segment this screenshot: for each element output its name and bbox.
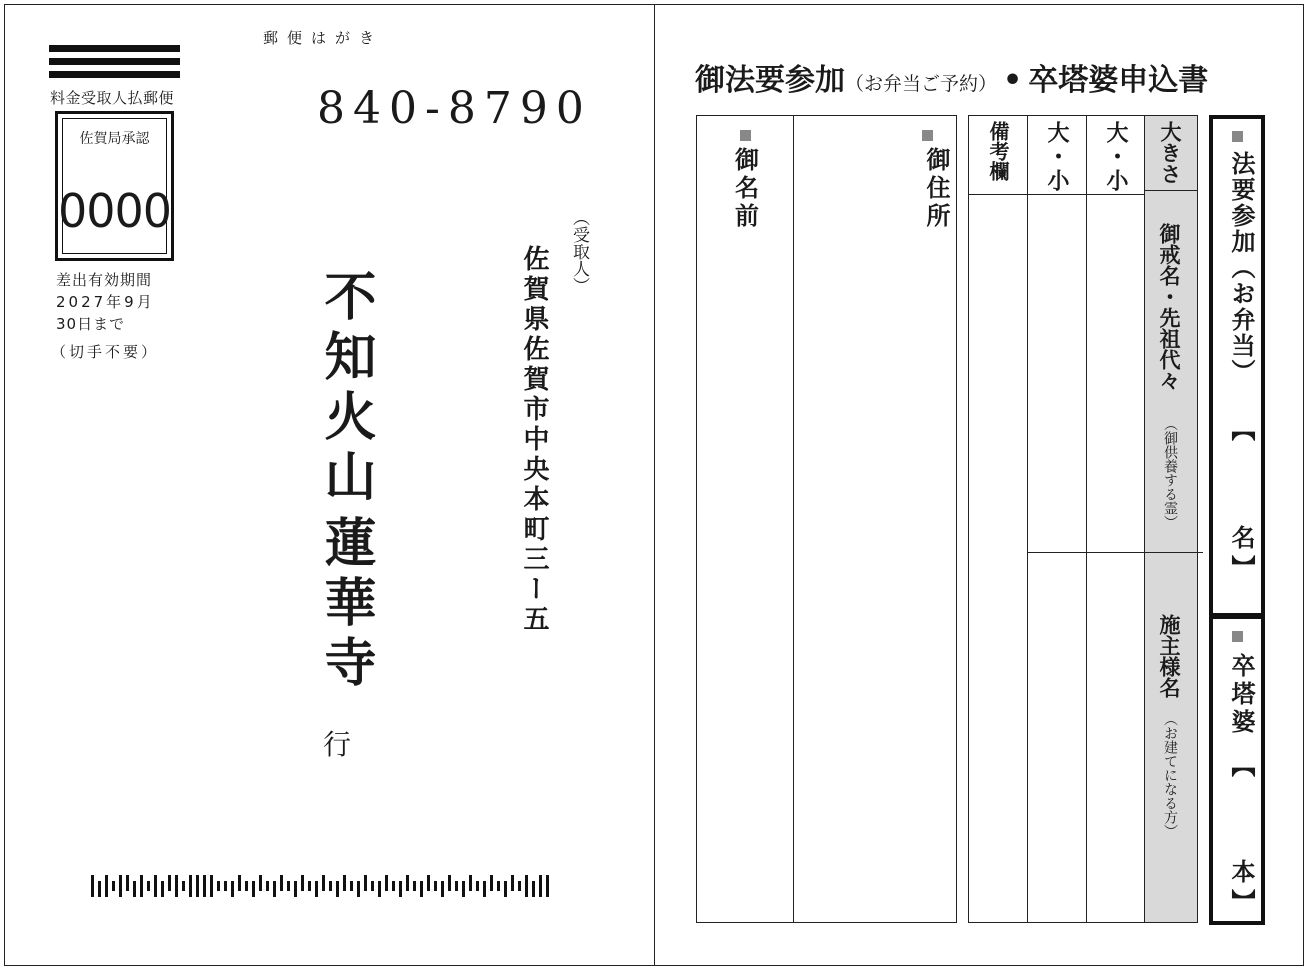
title-sub: （お弁当ご予約） — [845, 73, 998, 95]
attendance-unit: 名 — [1227, 525, 1256, 549]
customer-barcode-icon — [91, 871, 553, 905]
approval-office: 佐賀局承認 — [79, 131, 150, 147]
validity-line2: 2027年9月 — [56, 293, 155, 311]
approval-number: 0000 — [58, 184, 172, 238]
attendance-box[interactable] — [1209, 115, 1265, 617]
validity-line3: 30日まで — [56, 315, 126, 333]
validity-line1: 差出有効期間 — [56, 271, 153, 289]
name-field[interactable] — [697, 116, 793, 922]
sesshu-label: 施主様名 — [1157, 614, 1182, 698]
application-form-panel — [655, 4, 1304, 966]
payment-label: 料金受取人払郵便 — [50, 89, 175, 107]
kaimyo-field[interactable] — [1145, 195, 1197, 555]
attendance-open-bracket: 【 — [1227, 417, 1256, 441]
form-title — [695, 55, 1208, 99]
sotoba-label: 卒塔婆 — [1227, 653, 1256, 737]
sotoba-count-box[interactable] — [1209, 617, 1265, 925]
title-bullet: • — [1003, 63, 1023, 98]
no-stamp-note: （切手不要） — [51, 343, 160, 361]
attendance-label: 法要参加（お弁当） — [1227, 151, 1256, 385]
kaimyo-sub: （御供養する霊） — [1162, 417, 1178, 529]
postcard-header-label: 郵便はがき — [263, 29, 384, 47]
address-field[interactable] — [794, 116, 956, 922]
gray-square-icon — [1232, 131, 1243, 142]
approval-box — [55, 111, 174, 261]
postcard-front-panel — [4, 4, 655, 966]
recipient-name-line2: 蓮華寺 — [315, 515, 376, 695]
gray-square-icon — [1232, 631, 1243, 642]
size-option-1[interactable]: 大・小 — [1044, 121, 1070, 193]
sotoba-unit: 本 — [1227, 859, 1256, 883]
remarks-label: 備考欄 — [986, 121, 1010, 181]
postal-code: 840-8790 — [317, 83, 592, 134]
size-option-2[interactable]: 大・小 — [1103, 121, 1129, 193]
sotoba-close-bracket: 】 — [1227, 889, 1256, 913]
title-second: 卒塔婆申込書 — [1028, 63, 1209, 98]
sesshu-sub: （お建てになる方） — [1162, 712, 1178, 838]
attendance-close-bracket: 】 — [1227, 555, 1256, 579]
sesshu-field[interactable] — [1145, 560, 1197, 920]
recipient-tag: （受取人） — [569, 209, 589, 294]
name-label: 御名前 — [730, 147, 760, 231]
recipient-name-line1: 不知火山 — [315, 269, 376, 509]
gray-square-icon — [922, 130, 933, 141]
title-main: 御法要参加 — [695, 63, 845, 98]
gray-square-icon — [740, 130, 751, 141]
kaimyo-label: 御戒名・先祖代々 — [1157, 223, 1182, 391]
size-label: 大きさ — [1158, 121, 1183, 184]
honorific: 行 — [323, 728, 352, 761]
recipient-address: 佐賀県佐賀市中央本町三ー五 — [519, 245, 549, 635]
sotoba-open-bracket: 【 — [1227, 753, 1256, 777]
address-label: 御住所 — [922, 147, 951, 231]
